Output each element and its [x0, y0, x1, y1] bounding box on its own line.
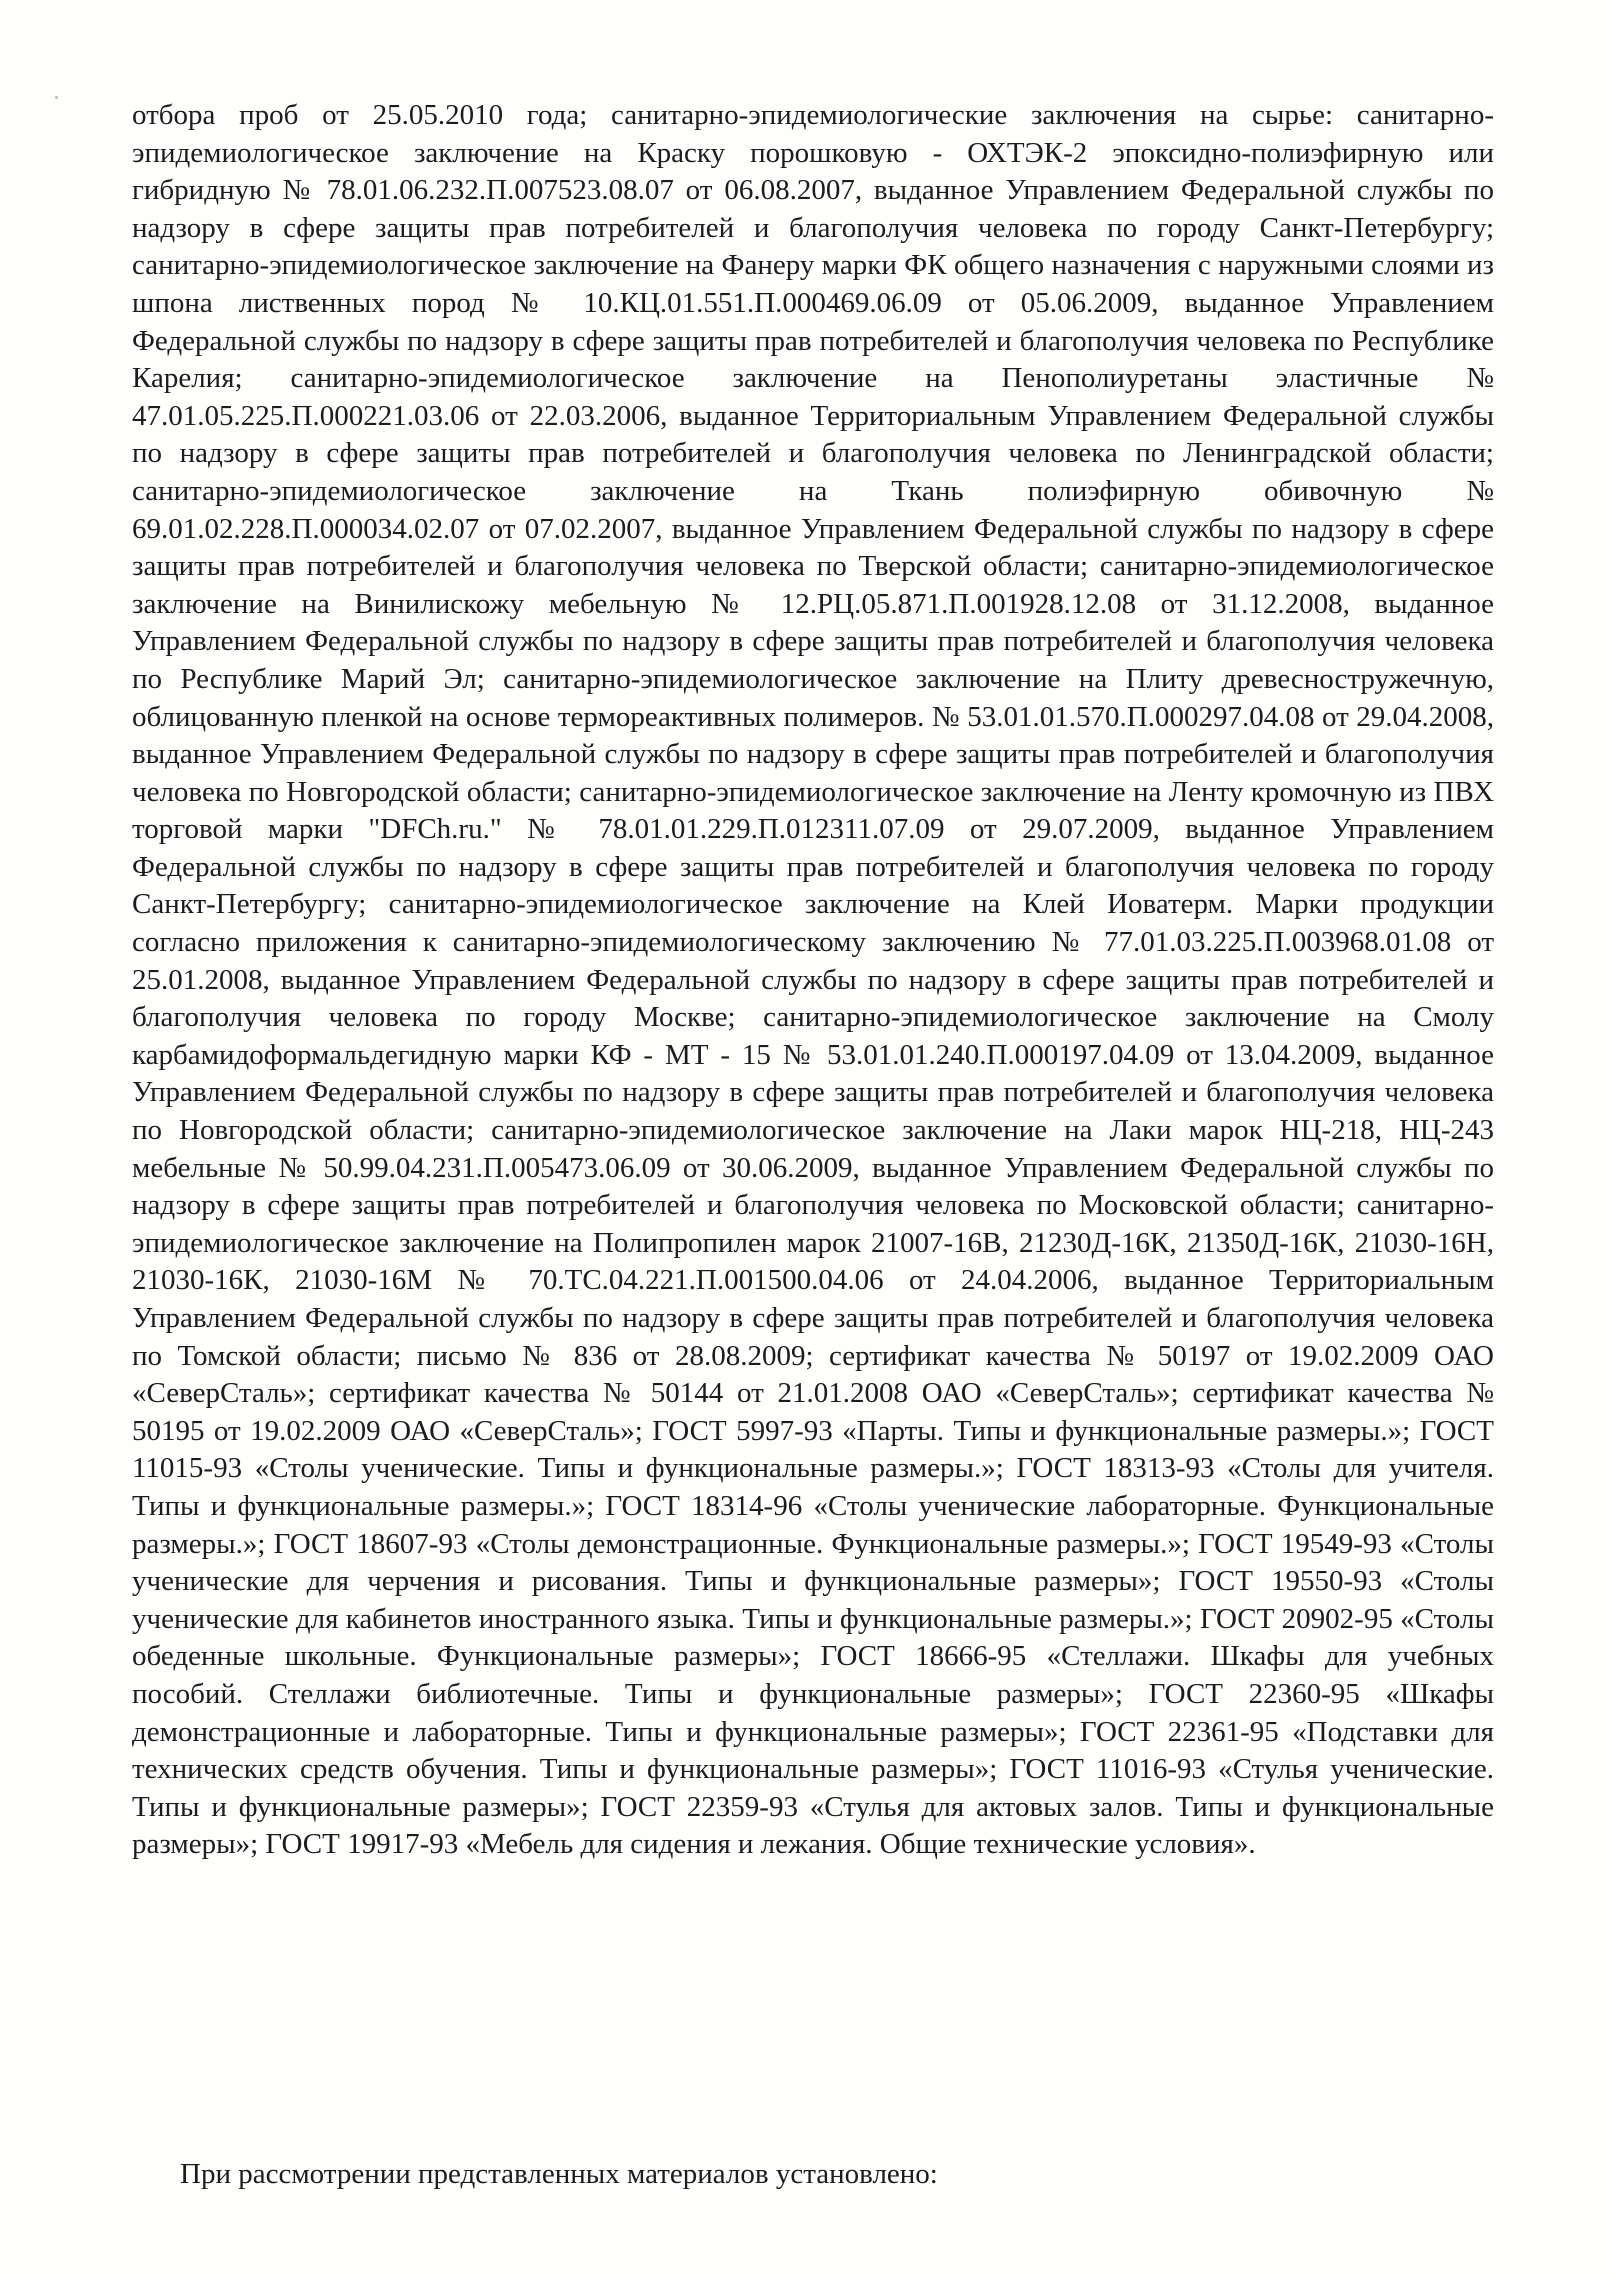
closing-line: При рассмотрении представленных материалов установлено: — [180, 2158, 938, 2190]
main-paragraph: отбора проб от 25.05.2010 года; санитарно-эпидемиологические заключения на сырье: санитарно-эпидемиологическое заключение на Краску порошковую - ОХТЭК-2 эпоксидно-полиэфирную или гибридную № 78.01.06.232.П.007523.08.07 от 06.08.2007, выданное Управлением Федеральной службы по надзору в сфере защиты прав потребителей и благополучия человека по городу Санкт-Петербургу; санитарно-эпидемиологическое заключение на Фанеру марки ФК общего назначения с наружными слоями из шпона лиственных пород № 10.КЦ.01.551.П.000469.06.09 от 05.06.2009, выданное Управлением Федеральной службы по надзору в сфере защиты прав потребителей и благополучия человека по Республике Карелия; санитарно-эпидемиологическое заключение на Пенополиуретаны эластичные № 47.01.05.225.П.000221.03.06 от 22.03.2006, выданное Территориальным Управлением Федеральной службы по надзору в сфере защиты прав потребителей и благополучия человека по Ленинградской области; санитарно-эпидемиологическое заключение на Ткань полиэфирную обивочную № 69.01.02.228.П.000034.02.07 от 07.02.2007, выданное Управлением Федеральной службы по надзору в сфере защиты прав потребителей и благополучия человека по Тверской области; санитарно-эпидемиологическое заключение на Винилискожу мебельную № 12.РЦ.05.871.П.001928.12.08 от 31.12.2008, выданное Управлением Федеральной службы по надзору в сфере защиты прав потребителей и благополучия человека по Республике Марий Эл; санитарно-эпидемиологическое заключение на Плиту древесностружечную, облицованную пленкой на основе термореактивных полимеров. № 53.01.01.570.П.000297.04.08 от 29.04.2008, выданное Управлением Федеральной службы по надзору в сфере защиты прав потребителей и благополучия человека по Новгородской области; санитарно-эпидемиологическое заключение на Ленту кромочную из ПВХ торговой марки "DFCh.ru." № 78.01.01.229.П.012311.07.09 от 29.07.2009, выданное Управлением Федеральной службы по надзору в сфере защиты прав потребителей и благополучия человека по городу Санкт-Петербургу; санитарно-эпидемиологическое заключение на Клей Иоватерм. Марки продукции согласно приложения к санитарно-эпидемиологическому заключению № 77.01.03.225.П.003968.01.08 от 25.01.2008, выданное Управлением Федеральной службы по надзору в сфере защиты прав потребителей и благополучия человека по городу Москве; санитарно-эпидемиологическое заключение на Смолу карбамидоформальдегидную марки КФ - МТ - 15 № 53.01.01.240.П.000197.04.09 от 13.04.2009, выданное Управлением Федеральной службы по надзору в сфере защиты прав потребителей и благополучия человека по Новгородской области; санитарно-эпидемиологическое заключение на Лаки марок НЦ-218, НЦ-243 мебельные № 50.99.04.231.П.005473.06.09 от 30.06.2009, выданное Управлением Федеральной службы по надзору в сфере защиты прав потребителей и благополучия человека по Московской области; санитарно-эпидемиологическое заключение на Полипропилен марок 21007-16В, 21230Д-16К, 21350Д-16К, 21030-16Н, 21030-16К, 21030-16М № 70.ТС.04.221.П.001500.04.06 от 24.04.2006, выданное Территориальным Управлением Федеральной службы по надзору в сфере защиты прав потребителей и благополучия человека по Томской области; письмо № 836 от 28.08.2009; сертификат качества № 50197 от 19.02.2009 ОАО «СеверСталь»; сертификат качества № 50144 от 21.01.2008 ОАО «СеверСталь»; сертификат качества № 50195 от 19.02.2009 ОАО «СеверСталь»; ГОСТ 5997-93 «Парты. Типы и функциональные размеры.»; ГОСТ 11015-93 «Столы ученические. Типы и функциональные размеры.»; ГОСТ 18313-93 «Столы для учителя. Типы и функциональные размеры.»; ГОСТ 18314-96 «Столы ученические лабораторные. Функциональные размеры.»; ГОСТ 18607-93 «Столы демонстрационные. Функциональные размеры.»; ГОСТ 19549-93 «Столы ученические для черчения и рисования. Типы и функциональные размеры»; ГОСТ 19550-93 «Столы ученические для кабинетов иностранного языка. Типы и функциональные размеры.»; ГОСТ 20902-95 «Столы обеденные школьные. Функциональные размеры»; ГОСТ 18666-95 «Стеллажи. Шкафы для учебных пособий. Стеллажи библиотечные. Типы и функциональные размеры»; ГОСТ 22360-95 «Шкафы демонстрационные и лабораторные. Типы и функциональные размеры»; ГОСТ 22361-95 «Подставки для технических средств обучения. Типы и функциональные размеры»; ГОСТ 11016-93 «Стулья ученические. Типы и функциональные размеры»; ГОСТ 22359-93 «Стулья для актовых залов. Типы и функциональные размеры»; ГОСТ 19917-93 «Мебель для сидения и лежания. Общие технические условия». — [132, 99, 1494, 1861]
scan-speck — [55, 96, 58, 99]
